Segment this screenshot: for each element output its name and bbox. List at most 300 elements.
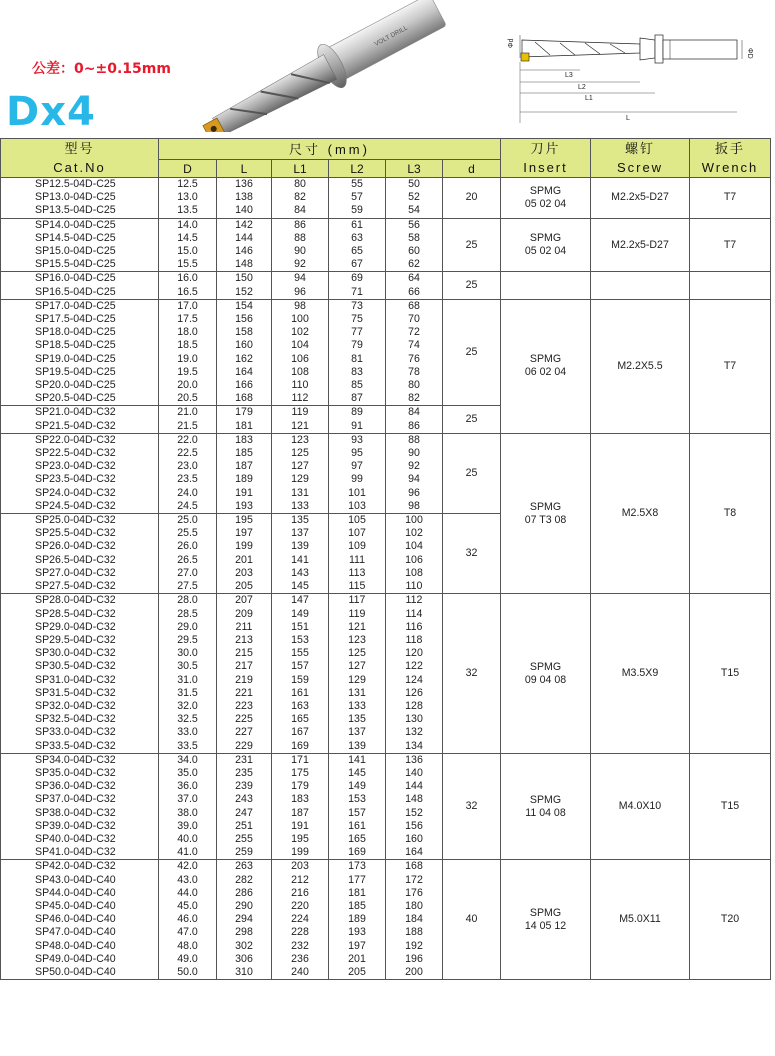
col-L3: L3	[386, 160, 443, 178]
dim-cell: 149	[329, 780, 386, 793]
dim-cell: 131	[329, 687, 386, 700]
col-d: d	[443, 160, 501, 178]
cat-no-cell: SP14.5-04D-C25	[1, 232, 159, 245]
dim-cell: 123	[272, 433, 329, 447]
dim-cell: 168	[386, 860, 443, 874]
insert-cell	[501, 299, 591, 433]
cat-no-cell: SP15.0-04D-C25	[1, 245, 159, 258]
cat-no-cell: SP35.0-04D-C32	[1, 767, 159, 780]
dim-cell: 135	[272, 514, 329, 528]
dim-cell: 177	[329, 874, 386, 887]
cat-no-cell: SP40.0-04D-C32	[1, 833, 159, 846]
dim-cell: 164	[386, 846, 443, 860]
dim-cell: 145	[272, 580, 329, 594]
dim-cell: 163	[272, 700, 329, 713]
dim-cell: 66	[386, 286, 443, 300]
shank-d-cell: 25	[443, 272, 501, 299]
screw-cell: M5.0X11	[591, 860, 690, 980]
screw-cell: M2.2x5-D27	[591, 178, 690, 219]
dim-cell: 54	[386, 204, 443, 218]
dim-cell: 33.5	[159, 740, 217, 754]
dim-cell: 145	[329, 767, 386, 780]
wrench-cell: T15	[690, 594, 771, 753]
tool-diagram	[490, 18, 775, 133]
dim-cell: 88	[272, 232, 329, 245]
dim-cell: 236	[272, 953, 329, 966]
dim-cell: 89	[329, 406, 386, 420]
dim-cell: 127	[329, 660, 386, 673]
insert-line: 14 05 12	[524, 919, 567, 932]
dim-cell: 43.0	[159, 874, 217, 887]
dim-cell: 15.5	[159, 258, 217, 272]
dim-cell: 207	[217, 594, 272, 608]
dim-cell: 61	[329, 218, 386, 232]
dim-cell: 239	[217, 780, 272, 793]
shank-d-cell: 25	[443, 218, 501, 272]
dim-cell: 62	[386, 258, 443, 272]
dim-cell: 35.0	[159, 767, 217, 780]
shank-d-cell: 25	[443, 433, 501, 513]
dim-cell: 64	[386, 272, 443, 286]
dim-cell: 259	[217, 846, 272, 860]
dim-cell: 159	[272, 674, 329, 687]
dim-cell: 112	[386, 594, 443, 608]
dim-cell: 98	[386, 500, 443, 514]
dim-cell: 197	[329, 940, 386, 953]
cat-no-cell: SP26.5-04D-C32	[1, 554, 159, 567]
diagram-label-L3: L3	[565, 72, 573, 79]
cat-no-cell: SP30.5-04D-C32	[1, 660, 159, 673]
col-L: L	[217, 160, 272, 178]
dim-cell: 263	[217, 860, 272, 874]
dim-cell: 105	[329, 514, 386, 528]
dim-cell: 81	[329, 353, 386, 366]
cat-no-cell: SP30.0-04D-C32	[1, 647, 159, 660]
wrench-cell: T20	[690, 860, 771, 980]
dim-cell: 139	[329, 740, 386, 754]
dim-cell: 183	[217, 433, 272, 447]
dim-cell: 31.5	[159, 687, 217, 700]
dim-cell: 156	[217, 313, 272, 326]
dim-cell: 94	[386, 473, 443, 486]
dim-cell: 205	[217, 580, 272, 594]
dim-cell: 173	[329, 860, 386, 874]
cat-no-cell: SP33.5-04D-C32	[1, 740, 159, 754]
dim-cell: 107	[329, 527, 386, 540]
table-row	[1, 178, 771, 192]
cat-no-cell: SP29.0-04D-C32	[1, 621, 159, 634]
dim-cell: 69	[329, 272, 386, 286]
dim-cell: 82	[272, 191, 329, 204]
dim-cell: 37.0	[159, 793, 217, 806]
cat-no-cell: SP20.5-04D-C25	[1, 392, 159, 406]
dim-cell: 167	[272, 726, 329, 739]
cat-no-cell: SP36.0-04D-C32	[1, 780, 159, 793]
dim-cell: 24.5	[159, 500, 217, 514]
dim-cell: 60	[386, 245, 443, 258]
cat-no-cell: SP26.0-04D-C32	[1, 540, 159, 553]
dim-cell: 157	[272, 660, 329, 673]
dim-cell: 113	[329, 567, 386, 580]
dim-cell: 83	[329, 366, 386, 379]
dim-cell: 201	[217, 554, 272, 567]
dim-cell: 72	[386, 326, 443, 339]
dim-cell: 12.5	[159, 178, 217, 192]
dim-cell: 70	[386, 313, 443, 326]
cat-no-cell: SP22.0-04D-C32	[1, 433, 159, 447]
dim-cell: 84	[272, 204, 329, 218]
dim-cell: 68	[386, 299, 443, 313]
dim-cell: 99	[329, 473, 386, 486]
dim-cell: 193	[329, 926, 386, 939]
dim-cell: 134	[386, 740, 443, 754]
dim-cell: 220	[272, 900, 329, 913]
dim-cell: 150	[217, 272, 272, 286]
dim-cell: 28.0	[159, 594, 217, 608]
table-row	[1, 299, 771, 313]
insert-line: 06 02 04	[524, 366, 567, 379]
dim-cell: 29.0	[159, 621, 217, 634]
cat-no-cell: SP25.0-04D-C32	[1, 514, 159, 528]
insert-line: 05 02 04	[524, 245, 567, 258]
dim-cell: 115	[329, 580, 386, 594]
dim-cell: 229	[217, 740, 272, 754]
shank-d-cell: 32	[443, 594, 501, 753]
shank-d-cell: 32	[443, 753, 501, 860]
wrench-cell: T7	[690, 178, 771, 219]
dim-cell: 100	[272, 313, 329, 326]
cat-no-cell: SP19.5-04D-C25	[1, 366, 159, 379]
dim-cell: 125	[272, 447, 329, 460]
dim-cell: 101	[329, 487, 386, 500]
dim-cell: 108	[272, 366, 329, 379]
dim-cell: 166	[217, 379, 272, 392]
dim-cell: 49.0	[159, 953, 217, 966]
spec-table	[0, 138, 771, 980]
dim-cell: 146	[217, 245, 272, 258]
dim-cell: 197	[217, 527, 272, 540]
dim-cell: 88	[386, 433, 443, 447]
shank-d-cell: 25	[443, 299, 501, 406]
dim-cell: 103	[329, 500, 386, 514]
dim-cell: 13.5	[159, 204, 217, 218]
dim-cell: 140	[217, 204, 272, 218]
dim-cell: 33.0	[159, 726, 217, 739]
dim-cell: 137	[329, 726, 386, 739]
cat-no-cell: SP24.0-04D-C32	[1, 487, 159, 500]
dim-cell: 298	[217, 926, 272, 939]
tolerance-note: 公差：0~±0.15mm	[32, 61, 171, 77]
dim-cell: 143	[272, 567, 329, 580]
dim-cell: 48.0	[159, 940, 217, 953]
dim-cell: 17.5	[159, 313, 217, 326]
dim-cell: 29.5	[159, 634, 217, 647]
col-D: D	[159, 160, 217, 178]
dim-cell: 181	[329, 887, 386, 900]
diagram-label-phid: Φd	[508, 38, 515, 48]
dim-cell: 92	[272, 258, 329, 272]
dim-cell: 80	[386, 379, 443, 392]
series-title: Dx4	[6, 89, 96, 135]
dim-cell: 137	[272, 527, 329, 540]
dim-cell: 196	[386, 953, 443, 966]
dim-cell: 63	[329, 232, 386, 245]
dim-cell: 228	[272, 926, 329, 939]
dim-cell: 152	[217, 286, 272, 300]
table-row	[1, 272, 771, 286]
dim-cell: 165	[272, 713, 329, 726]
dim-cell: 27.5	[159, 580, 217, 594]
dim-cell: 191	[217, 487, 272, 500]
dim-cell: 104	[272, 339, 329, 352]
insert-cell	[501, 753, 591, 860]
dim-cell: 247	[217, 807, 272, 820]
dim-cell: 56	[386, 218, 443, 232]
insert-cell	[501, 272, 591, 299]
dim-cell: 153	[272, 634, 329, 647]
dim-cell: 21.0	[159, 406, 217, 420]
dim-cell: 80	[272, 178, 329, 192]
cat-no-cell: SP16.0-04D-C25	[1, 272, 159, 286]
table-row	[1, 218, 771, 232]
dim-cell: 32.0	[159, 700, 217, 713]
dim-cell: 71	[329, 286, 386, 300]
dim-cell: 30.0	[159, 647, 217, 660]
cat-no-cell: SP25.5-04D-C32	[1, 527, 159, 540]
cat-no-cell: SP39.0-04D-C32	[1, 820, 159, 833]
screw-cell	[591, 272, 690, 299]
dim-cell: 310	[217, 966, 272, 980]
dim-cell: 14.0	[159, 218, 217, 232]
insert-line: SPMG	[529, 500, 562, 513]
dim-cell: 73	[329, 299, 386, 313]
insert-line: SPMG	[529, 353, 562, 366]
dim-cell: 76	[386, 353, 443, 366]
cat-no-cell: SP16.5-04D-C25	[1, 286, 159, 300]
dim-cell: 91	[329, 420, 386, 434]
wrench-cell: T7	[690, 299, 771, 433]
dim-cell: 157	[329, 807, 386, 820]
cat-no-cell: SP41.0-04D-C32	[1, 846, 159, 860]
dim-cell: 118	[386, 634, 443, 647]
dim-cell: 219	[217, 674, 272, 687]
dim-cell: 106	[386, 554, 443, 567]
dim-cell: 78	[386, 366, 443, 379]
cat-no-cell: SP19.0-04D-C25	[1, 353, 159, 366]
cat-no-cell: SP33.0-04D-C32	[1, 726, 159, 739]
dim-cell: 231	[217, 753, 272, 767]
dim-cell: 139	[272, 540, 329, 553]
dim-cell: 32.5	[159, 713, 217, 726]
dim-cell: 136	[217, 178, 272, 192]
dim-cell: 192	[386, 940, 443, 953]
dim-cell: 18.0	[159, 326, 217, 339]
dim-cell: 130	[386, 713, 443, 726]
dim-cell: 42.0	[159, 860, 217, 874]
dim-cell: 255	[217, 833, 272, 846]
dim-cell: 181	[217, 420, 272, 434]
dim-cell: 18.5	[159, 339, 217, 352]
dim-cell: 23.5	[159, 473, 217, 486]
dim-cell: 144	[386, 780, 443, 793]
insert-line: SPMG	[529, 184, 562, 197]
dim-cell: 57	[329, 191, 386, 204]
cat-no-cell: SP23.5-04D-C32	[1, 473, 159, 486]
dim-cell: 294	[217, 913, 272, 926]
dim-cell: 131	[272, 487, 329, 500]
dim-cell: 193	[217, 500, 272, 514]
table-row	[1, 594, 771, 608]
cat-no-cell: SP17.0-04D-C25	[1, 299, 159, 313]
dim-cell: 189	[329, 913, 386, 926]
dim-cell: 52	[386, 191, 443, 204]
wrench-cell: T15	[690, 753, 771, 860]
table-row	[1, 753, 771, 767]
dim-cell: 127	[272, 460, 329, 473]
dim-cell: 171	[272, 753, 329, 767]
dim-cell: 155	[272, 647, 329, 660]
dim-cell: 243	[217, 793, 272, 806]
diagram-label-L1: L1	[585, 95, 593, 102]
insert-cell	[501, 218, 591, 272]
dim-cell: 93	[329, 433, 386, 447]
dim-cell: 132	[386, 726, 443, 739]
cat-no-cell: SP13.0-04D-C25	[1, 191, 159, 204]
dim-cell: 90	[386, 447, 443, 460]
dim-cell: 97	[329, 460, 386, 473]
dim-cell: 215	[217, 647, 272, 660]
dim-cell: 184	[386, 913, 443, 926]
dim-cell: 46.0	[159, 913, 217, 926]
cat-no-cell: SP15.5-04D-C25	[1, 258, 159, 272]
dim-cell: 188	[386, 926, 443, 939]
dim-cell: 15.0	[159, 245, 217, 258]
dim-cell: 129	[272, 473, 329, 486]
dim-cell: 50	[386, 178, 443, 192]
dim-cell: 96	[386, 487, 443, 500]
dim-cell: 119	[329, 608, 386, 621]
dim-cell: 26.0	[159, 540, 217, 553]
dim-cell: 189	[217, 473, 272, 486]
dim-cell: 28.5	[159, 608, 217, 621]
col-L2: L2	[329, 160, 386, 178]
insert-line: SPMG	[529, 660, 562, 673]
dim-cell: 79	[329, 339, 386, 352]
col-insert: 刀片 Insert	[501, 139, 591, 178]
spec-table-body	[1, 178, 771, 980]
dim-cell: 152	[386, 807, 443, 820]
cat-no-cell: SP47.0-04D-C40	[1, 926, 159, 939]
dim-cell: 203	[217, 567, 272, 580]
dim-cell: 199	[217, 540, 272, 553]
dim-cell: 36.0	[159, 780, 217, 793]
insert-cell	[501, 594, 591, 753]
dim-cell: 176	[386, 887, 443, 900]
dim-cell: 59	[329, 204, 386, 218]
cat-no-cell: SP32.0-04D-C32	[1, 700, 159, 713]
dim-cell: 20.5	[159, 392, 217, 406]
dim-cell: 23.0	[159, 460, 217, 473]
dim-cell: 153	[329, 793, 386, 806]
cat-no-cell: SP21.0-04D-C32	[1, 406, 159, 420]
dim-cell: 286	[217, 887, 272, 900]
dim-cell: 140	[386, 767, 443, 780]
dim-cell: 128	[386, 700, 443, 713]
dim-cell: 164	[217, 366, 272, 379]
dim-cell: 110	[272, 379, 329, 392]
dim-cell: 41.0	[159, 846, 217, 860]
dim-cell: 74	[386, 339, 443, 352]
dim-cell: 147	[272, 594, 329, 608]
dim-cell: 25.0	[159, 514, 217, 528]
dim-cell: 16.5	[159, 286, 217, 300]
screw-cell: M2.5X8	[591, 433, 690, 593]
cat-no-cell: SP29.5-04D-C32	[1, 634, 159, 647]
dim-cell: 195	[272, 833, 329, 846]
dim-cell: 160	[217, 339, 272, 352]
col-screw: 螺钉 Screw	[591, 139, 690, 178]
dim-cell: 13.0	[159, 191, 217, 204]
dim-cell: 82	[386, 392, 443, 406]
dim-cell: 227	[217, 726, 272, 739]
dim-cell: 16.0	[159, 272, 217, 286]
screw-cell: M3.5X9	[591, 594, 690, 753]
drill-marking: VOLT DRILL	[373, 24, 410, 48]
dim-cell: 141	[329, 753, 386, 767]
cat-no-cell: SP18.5-04D-C25	[1, 339, 159, 352]
cat-no-cell: SP13.5-04D-C25	[1, 204, 159, 218]
cat-no-cell: SP45.0-04D-C40	[1, 900, 159, 913]
dim-cell: 77	[329, 326, 386, 339]
dim-cell: 148	[386, 793, 443, 806]
col-model: 型号 Cat.No	[1, 139, 159, 178]
dim-cell: 225	[217, 713, 272, 726]
dim-cell: 17.0	[159, 299, 217, 313]
dim-cell: 158	[217, 326, 272, 339]
dim-cell: 151	[272, 621, 329, 634]
table-row	[1, 860, 771, 874]
dim-cell: 179	[217, 406, 272, 420]
cat-no-cell: SP48.0-04D-C40	[1, 940, 159, 953]
col-wrench: 扳手 Wrench	[690, 139, 771, 178]
screw-cell: M2.2x5-D27	[591, 218, 690, 272]
cat-no-cell: SP46.0-04D-C40	[1, 913, 159, 926]
dim-cell: 180	[386, 900, 443, 913]
dim-cell: 110	[386, 580, 443, 594]
dim-cell: 191	[272, 820, 329, 833]
header-area	[0, 0, 775, 138]
dim-cell: 87	[329, 392, 386, 406]
dim-cell: 154	[217, 299, 272, 313]
dim-cell: 126	[386, 687, 443, 700]
dim-cell: 160	[386, 833, 443, 846]
cat-no-cell: SP28.0-04D-C32	[1, 594, 159, 608]
drill-photo	[182, 0, 482, 132]
wrench-cell	[690, 272, 771, 299]
cat-no-cell: SP34.0-04D-C32	[1, 753, 159, 767]
cat-no-cell: SP43.0-04D-C40	[1, 874, 159, 887]
cat-no-cell: SP22.5-04D-C32	[1, 447, 159, 460]
dim-cell: 133	[329, 700, 386, 713]
dim-cell: 25.5	[159, 527, 217, 540]
dim-cell: 19.0	[159, 353, 217, 366]
dim-cell: 39.0	[159, 820, 217, 833]
dim-cell: 302	[217, 940, 272, 953]
dim-cell: 148	[217, 258, 272, 272]
insert-line: 09 04 08	[524, 673, 567, 686]
dim-cell: 55	[329, 178, 386, 192]
dim-cell: 40.0	[159, 833, 217, 846]
